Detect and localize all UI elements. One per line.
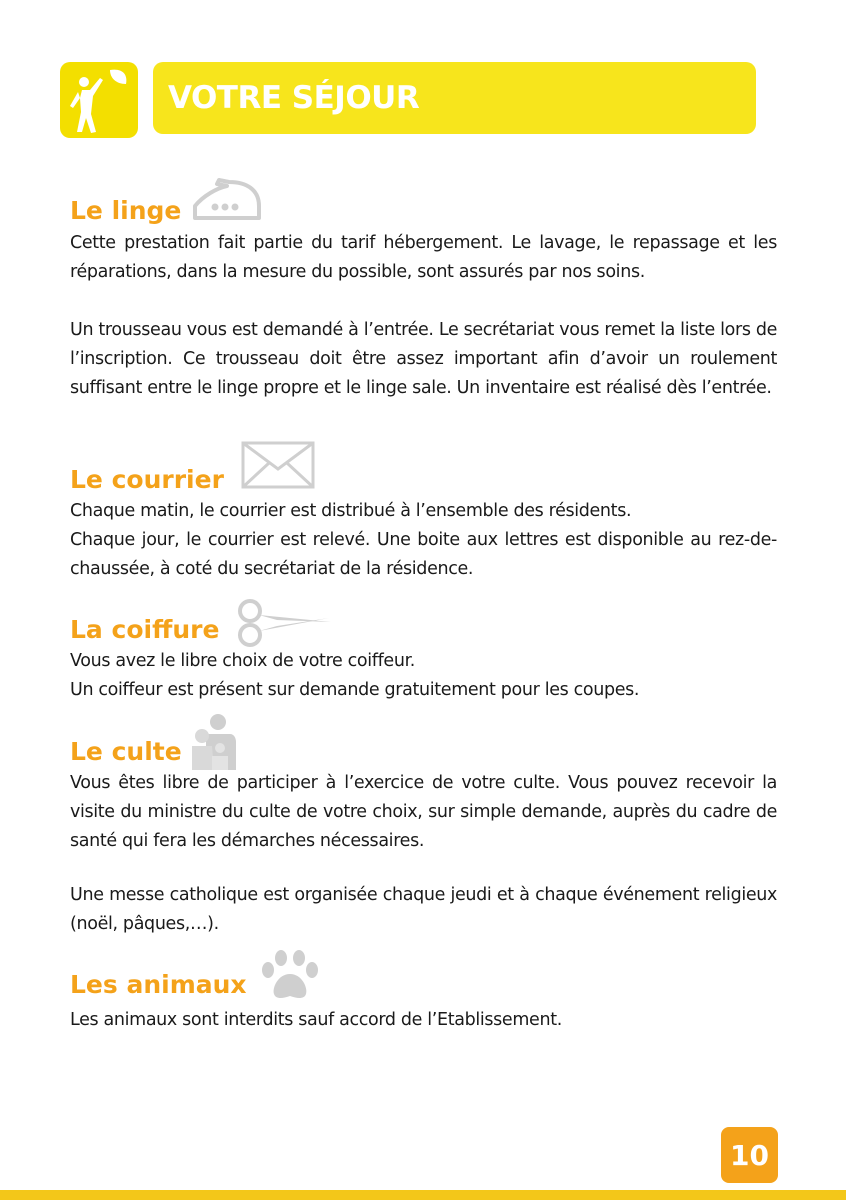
paragraph-animaux-1: Les animaux sont interdits sauf accord de l’Etablissement. [70, 1010, 562, 1030]
bottom-bar [0, 1190, 846, 1200]
paragraph-courrier-2: Chaque jour, le courrier est relevé. Une boite aux lettres est disponible au rez-de-chaussée, à coté du secrétariat de la résidence. [70, 530, 777, 579]
paragraph-coiffure-1: Vous avez le libre choix de votre coiffeur. [70, 651, 416, 671]
person-leaf-icon [60, 62, 138, 138]
page-number-badge [721, 1127, 778, 1183]
section-title-courrier: Le courrier [70, 465, 224, 494]
paragraph-culte-1: Vous êtes libre de participer à l’exercice de votre culte. Vous pouvez recevoir la visite du ministre du culte de votre choix, sur simple demande, auprès du cadre de santé qui fera les démarches nécessaires. [70, 773, 777, 851]
page-title: VOTRE SÉJOUR [168, 80, 420, 116]
title-banner [153, 62, 756, 134]
paw-icon [258, 948, 322, 1002]
page-number: 10 [730, 1139, 769, 1172]
paragraph-linge-2: Un trousseau vous est demandé à l’entrée. Le secrétariat vous remet la liste lors de l’inscription. Ce trousseau doit être assez important afin d’avoir un roulement suffisant entre le linge propre et le linge sale. Un inventaire est réalisé dès l’entrée. [70, 320, 777, 398]
section-title-culte: Le culte [70, 737, 182, 766]
scissors-icon [233, 598, 333, 648]
iron-icon [189, 176, 265, 222]
paragraph-coiffure-2: Un coiffeur est présent sur demande gratuitement pour les coupes. [70, 680, 640, 700]
envelope-icon [241, 441, 315, 489]
paragraph-courrier-1: Chaque matin, le courrier est distribué à l’ensemble des résidents. [70, 501, 632, 521]
paragraph-culte-2: Une messe catholique est organisée chaque jeudi et à chaque événement religieux (noël, pâques,…). [70, 885, 777, 934]
section-title-animaux: Les animaux [70, 970, 247, 999]
paragraph-linge-1: Cette prestation fait partie du tarif hébergement. Le lavage, le repassage et les réparations, dans la mesure du possible, sont assurés par nos soins. [70, 233, 777, 282]
people-icon [190, 712, 238, 770]
section-logo [60, 62, 138, 138]
section-title-linge: Le linge [70, 196, 182, 225]
section-title-coiffure: La coiffure [70, 615, 220, 644]
